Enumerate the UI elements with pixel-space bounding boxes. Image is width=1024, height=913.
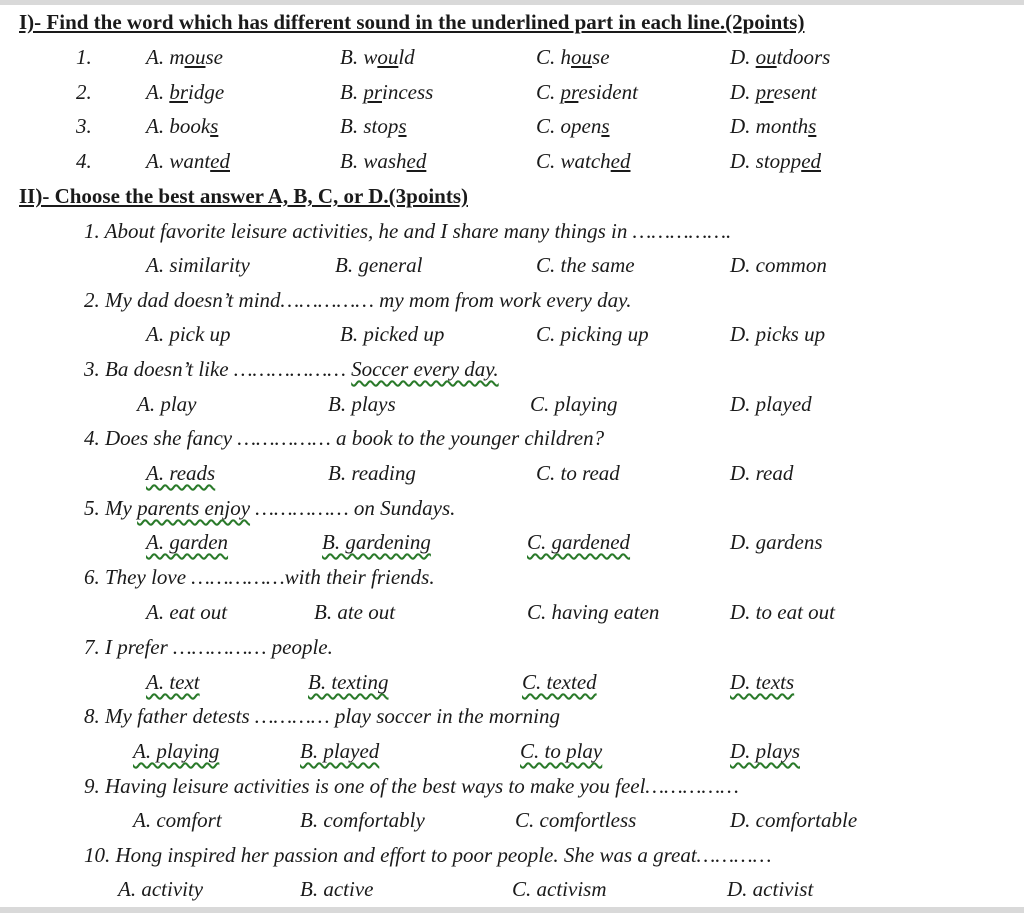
- q2-option-b: B. picked up: [340, 322, 445, 346]
- q1-option-d: D. common: [730, 253, 827, 277]
- option-pre-text: B. wash: [340, 149, 407, 173]
- section1-item-4-number: 4.: [76, 149, 92, 173]
- option-post-text: se: [592, 45, 610, 69]
- q4-option-a: A. reads: [146, 461, 216, 485]
- top-border: [0, 0, 1024, 5]
- option-pre-text: B. stop: [340, 114, 399, 138]
- q2-option-c: C. picking up: [536, 322, 649, 346]
- q3-text-pre: 3. Ba doesn’t like ………………: [84, 357, 352, 381]
- question-1: 1. About favorite leisure activities, he and I share many things in …………….: [84, 219, 732, 243]
- q5-option-d: D. gardens: [730, 530, 823, 554]
- option-ul-text: ed: [610, 149, 631, 173]
- option-post-text: idge: [188, 80, 225, 104]
- q6-option-a: A. eat out: [146, 600, 228, 624]
- section1-item-2-option-c: [536, 80, 638, 105]
- question-3: [84, 357, 499, 382]
- option-post-text: ld: [398, 45, 415, 69]
- q3-option-a: A. play: [137, 392, 197, 416]
- option-pre-text: B.: [340, 80, 364, 104]
- q3-option-d: D. played: [730, 392, 812, 416]
- q6-option-b: B. ate out: [314, 600, 396, 624]
- option-pre-text: A. want: [146, 149, 211, 173]
- option-pre-text: C. open: [536, 114, 602, 138]
- section1-item-1-option-a: [146, 45, 223, 70]
- section1-heading: I)- Find the word which has different sound in the underlined part in each line.(2points): [19, 10, 805, 34]
- option-pre-text: D.: [730, 45, 756, 69]
- option-ul-text: pr: [363, 80, 383, 104]
- question-10: 10. Hong inspired her passion and effort to poor people. She was a great…………: [84, 843, 772, 867]
- section1-item-3-option-a: [146, 114, 218, 139]
- q10-option-a: A. activity: [118, 877, 204, 901]
- q3-text-post: Soccer every day.: [351, 357, 499, 381]
- q6-option-d: D. to eat out: [730, 600, 835, 624]
- q2-option-a: A. pick up: [146, 322, 231, 346]
- section1-item-4-option-d: [730, 149, 821, 174]
- option-ul-text: ou: [184, 45, 206, 69]
- q5-option-a: A. garden: [146, 530, 229, 554]
- q8-option-c: C. to play: [520, 739, 603, 763]
- q10-option-b: B. active: [300, 877, 374, 901]
- section1-item-4-option-c: [536, 149, 631, 174]
- q9-option-c: C. comfortless: [515, 808, 637, 832]
- q3-option-c: C. playing: [530, 392, 618, 416]
- q7-option-c: C. texted: [522, 670, 597, 694]
- option-pre-text: C.: [536, 80, 561, 104]
- section1-item-2-option-d: [730, 80, 817, 105]
- option-ul-text: ed: [801, 149, 822, 173]
- q1-option-a: A. similarity: [146, 253, 250, 277]
- q8-option-b: B. played: [300, 739, 380, 763]
- q10-option-d: D. activist: [727, 877, 814, 901]
- option-pre-text: A.: [146, 80, 170, 104]
- q5-option-c: C. gardened: [527, 530, 631, 554]
- option-ul-text: s: [601, 114, 610, 138]
- bottom-border: [0, 907, 1024, 913]
- question-5: [84, 496, 455, 521]
- section1-item-3-option-d: [730, 114, 816, 139]
- q1-option-c: C. the same: [536, 253, 635, 277]
- option-ul-text: br: [169, 80, 189, 104]
- q9-option-d: D. comfortable: [730, 808, 858, 832]
- option-ul-text: ou: [755, 45, 777, 69]
- option-pre-text: D. stopp: [730, 149, 802, 173]
- q5-text-post: …………… on Sundays.: [250, 496, 456, 520]
- q5-option-b: B. gardening: [322, 530, 431, 554]
- question-4: 4. Does she fancy …………… a book to the younger children?: [84, 426, 605, 450]
- q4-option-d: D. read: [730, 461, 794, 485]
- q7-option-b: B. texting: [308, 670, 389, 694]
- option-ul-text: s: [808, 114, 817, 138]
- q10-option-c: C. activism: [512, 877, 607, 901]
- section1-item-1-option-b: [340, 45, 415, 70]
- section1-item-2-option-a: [146, 80, 224, 105]
- section1-item-1-number: 1.: [76, 45, 92, 69]
- option-ul-text: pr: [560, 80, 579, 104]
- section1-item-3-number: 3.: [76, 114, 92, 138]
- option-pre-text: C. h: [536, 45, 572, 69]
- option-post-text: incess: [382, 80, 434, 104]
- section2-heading: II)- Choose the best answer A, B, C, or D.(3points): [19, 184, 468, 208]
- question-6: 6. They love ……………with their friends.: [84, 565, 435, 589]
- q6-option-c: C. having eaten: [527, 600, 660, 624]
- section1-item-3-option-c: [536, 114, 610, 139]
- option-pre-text: D.: [730, 80, 756, 104]
- q8-option-d: D. plays: [730, 739, 800, 763]
- q9-option-b: B. comfortably: [300, 808, 425, 832]
- q9-option-a: A. comfort: [133, 808, 222, 832]
- section1-item-1-option-d: [730, 45, 830, 70]
- section1-item-2-number: 2.: [76, 80, 92, 104]
- option-post-text: esent: [773, 80, 817, 104]
- question-9: 9. Having leisure activities is one of the best ways to make you feel……………: [84, 774, 739, 798]
- option-ul-text: s: [398, 114, 407, 138]
- section1-item-2-option-b: [340, 80, 433, 105]
- section1-item-3-option-b: [340, 114, 407, 139]
- question-8: 8. My father detests ………… play soccer in the morning: [84, 704, 560, 728]
- option-pre-text: B. w: [340, 45, 378, 69]
- option-pre-text: D. month: [730, 114, 809, 138]
- option-post-text: tdoors: [776, 45, 831, 69]
- option-ul-text: ou: [377, 45, 399, 69]
- section1-item-1-option-c: [536, 45, 610, 70]
- option-ul-text: ed: [406, 149, 427, 173]
- q5-text-mid: parents enjoy: [137, 496, 251, 520]
- section1-item-4-option-a: [146, 149, 230, 174]
- q7-option-a: A. text: [146, 670, 200, 694]
- option-post-text: se: [205, 45, 223, 69]
- option-post-text: esident: [578, 80, 638, 104]
- option-ul-text: pr: [755, 80, 774, 104]
- question-2: 2. My dad doesn’t mind…………… my mom from work every day.: [84, 288, 632, 312]
- q4-option-b: B. reading: [328, 461, 416, 485]
- option-ul-text: ed: [210, 149, 230, 173]
- option-pre-text: A. m: [146, 45, 185, 69]
- q3-option-b: B. plays: [328, 392, 396, 416]
- option-ul-text: ou: [571, 45, 593, 69]
- option-pre-text: C. watch: [536, 149, 611, 173]
- question-7: 7. I prefer …………… people.: [84, 635, 333, 659]
- q5-text-pre: 5. My: [84, 496, 138, 520]
- section1-item-4-option-b: [340, 149, 426, 174]
- q7-option-d: D. texts: [730, 670, 795, 694]
- q4-option-c: C. to read: [536, 461, 620, 485]
- option-pre-text: A. book: [146, 114, 211, 138]
- q2-option-d: D. picks up: [730, 322, 826, 346]
- q8-option-a: A. playing: [133, 739, 220, 763]
- q1-option-b: B. general: [335, 253, 423, 277]
- option-ul-text: s: [210, 114, 219, 138]
